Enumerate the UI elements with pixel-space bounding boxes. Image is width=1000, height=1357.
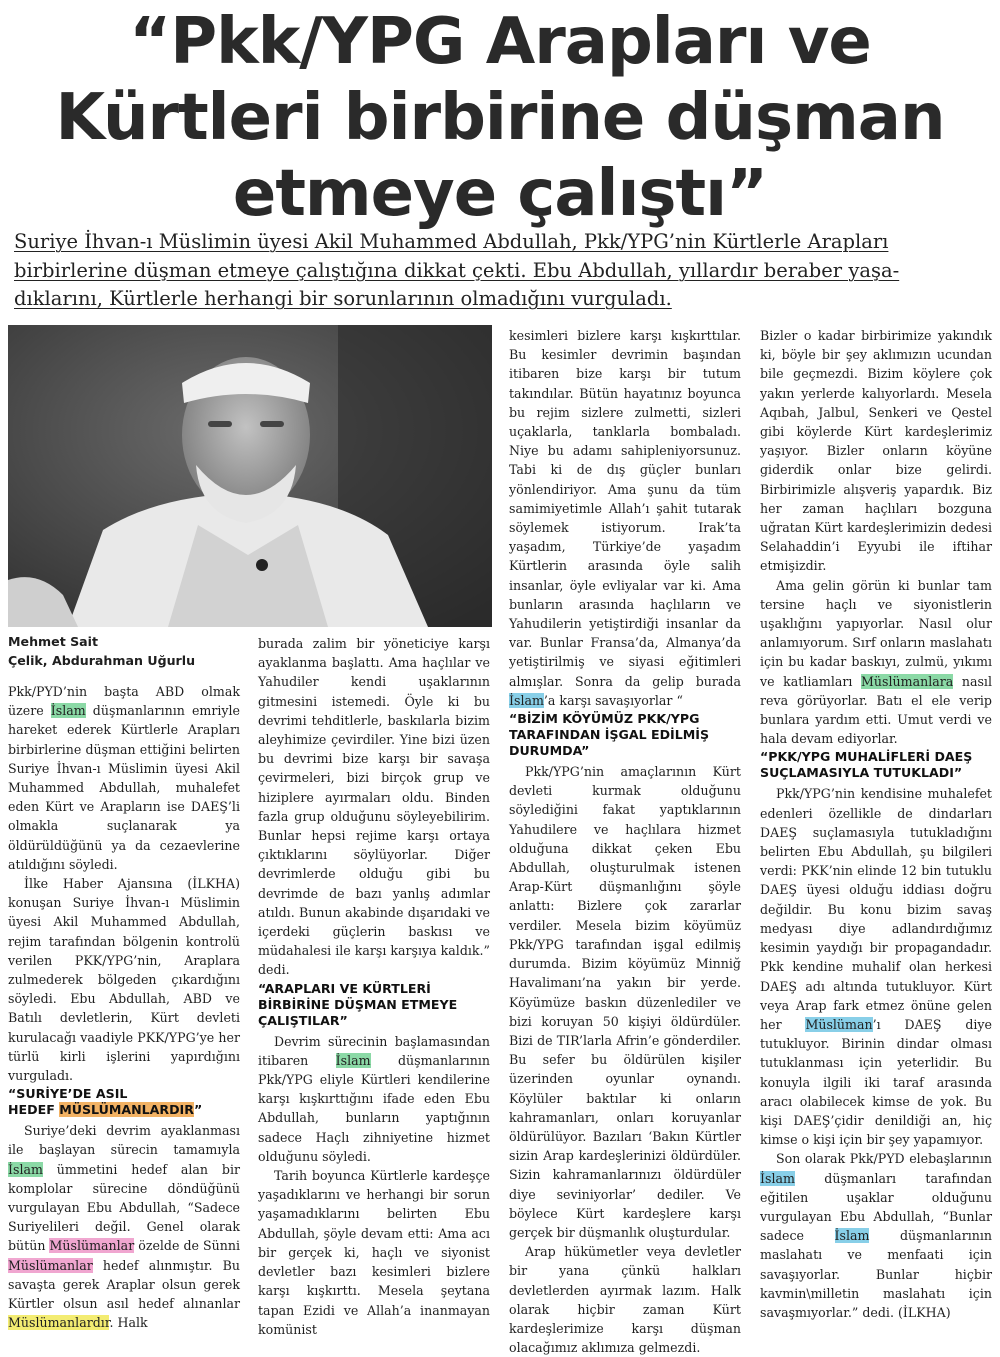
text: ” — [193, 1102, 203, 1118]
subheading-line: “SURİYE’DE ASIL — [8, 1086, 128, 1102]
subheading: “BİZİM KÖYÜMÜZ PKK/YPG TARAFINDAN İŞGAL EDİLMİŞ DURUMDA” — [509, 711, 710, 759]
text: ’ı DAEŞ diye tutukluyor. Birinin dindar olması tutuklanması için yeterlidir. Bu konuyla ilgili iki taraf arasında aracı olabilecek kimse de yok. Bu kişi DAEŞ’çidir denildiği an, hiç kimse o kişi için bir şey yapamıyor. — [760, 1016, 992, 1148]
subheading: “ARAPLARI VE KÜRTLERİ BİRBİRİNE DÜŞMAN ETMEYE ÇALIŞTILAR” — [258, 980, 458, 1028]
subheading-line — [8, 1102, 240, 1118]
paragraph — [8, 1121, 240, 1332]
column-2 — [258, 634, 490, 1339]
paragraph — [258, 1032, 490, 1166]
headline — [0, 4, 1000, 232]
headline-line-1: “Pkk/YPG Arapları ve — [129, 5, 871, 79]
text: Devrim sürecinin başlamasından itibaren — [258, 1033, 490, 1068]
paragraph — [8, 682, 240, 874]
text: nasıl reva görüyorlar. Batı el ele verip bunlara yardım etti. Umut verdi ve hala devam ediyorlar. — [760, 673, 992, 747]
byline-line-2: Çelik, Abdurahman Uğurlu — [8, 653, 196, 668]
highlighted-word: Müslümanlara — [861, 673, 954, 689]
text: ümmetini hedef alan bir komplolar sürecine döndüğünü vurgulayan Ebu Abdullah, “Sadece Suriyelileri değil. Genel olarak bütün — [8, 1161, 240, 1254]
highlighted-word: Müslümanlar — [8, 1257, 93, 1273]
text: düşmanları tarafından eğitilen uşaklar olduğunu vurgulayan Ebu Abdullah, “Bunlar sadece — [760, 1170, 992, 1244]
highlighted-word: İslam — [50, 703, 86, 719]
text: düşmanlarının maslahatı ve menfaati için savaşıyorlar. Bunlar hiçbir kavmin\milletin maslahatı için savaşmıyorlar.” dedi. (İLKHA) — [760, 1228, 992, 1320]
headline-line-3: etmeye çalıştı” — [232, 157, 768, 231]
paragraph — [760, 784, 992, 1149]
byline-line-1: Mehmet Sait — [8, 634, 99, 649]
lead-line-2: birbirlerine düşman etmeye çalıştığına dikkat çekti. Ebu Abdullah, yıllardır beraber yaşa- — [14, 258, 900, 282]
portrait-image — [8, 325, 492, 627]
text: HEDEF — [8, 1102, 60, 1118]
highlighted-word: Müslümanlar — [49, 1238, 135, 1254]
paragraph: İlke Haber Ajansına (İLKHA) konuşan Suriye İhvan-ı Müslimin üyesi Akil Muhammed Abdullah, rejim tarafından bölgenin kontrolü verilen PKK/YPG’nin, Araplara zulmederek bölgeden çıkardığını söyledi. Ebu Abdullah, ABD ve Batılı devletlerin, Kürt devleti kurulacağı vaadiyle PKK/YPG’ye her türlü kirli işlerini yapırdığını vurguladı. — [8, 876, 240, 1084]
text: özelde de Sünni — [134, 1238, 240, 1254]
highlighted-word: İslam — [834, 1228, 870, 1244]
lead-paragraph — [14, 228, 990, 314]
paragraph: Pkk/YPG’nin amaçlarının Kürt devleti kurmak olduğunu söylediğini fakat yaptıklarının Yahudilere ve haçlılara hizmet olduğuna dikkat çeken Ebu Abdullah, oluşturulmak istenen Arap-Kürt düşmanlığını şöyle anlattı: Bizlere çok zararlar verdiler. Mesela bizim köyümüz Pkk/YPG tarafından işgal edilmiş durumda. Bizim köyümüz Minniğ Havalimanı’na yakın bir yerde. Köyümüze baskın düzenlediler ve bizi koruyan 50 kişiyi öldürdüler. Bizi de TIR’larla Afrin’e gönderdiler. Bu sefer bu öldürülen kişiler üzerinden oyunlar oynandı. Köylüler baktılar ki onların kahramanları, onları koruyanlar öldürülüyor. Bazıları ‘Bakın Kürtler sizin Arap kardeşlerinizi öldürdüler. Sizin kahramanlarınızı öldürdüler diye seviniyorlar’ dediler. Ve böylece Kürt kardeşlere karşı gerçek bir düşmanlık oluşturdular. — [509, 764, 741, 1240]
byline — [8, 632, 240, 670]
subheading: “PKK/YPG MUHALİFLERİ DAEŞ SUÇLAMASIYLA TUTUKLADI” — [760, 749, 973, 781]
paragraph: Arap hükümetler veya devletler bir yana çünkü halkları devletlerden ayırmak lazım. Halk olarak hiçbir zaman Kürt kardeşlerimize karşı düşman olacağımız aklımıza gelmezdi. — [509, 1244, 741, 1356]
paragraph: Bizler o kadar birbirimize yakındık ki, böyle bir şey aklımızın ucundan bile geçmezdi. Bizim köylere çok yakın yerlerde kalıyorlardı. Mesela Aqıbah, Jalbul, Senkeri ve Qestel gibi köylerde Kürt kardeşlerimiz yaşıyor. Bizler onların köyüne giderdik onlar bize gelirdi. Birbirimizle alışveriş yapardık. Biz her zaman haçlıları bozguna uğratan Kürt kardeşlerimizin dedesi Selahaddin’i Eyyubi ile iftihar etmişizdir. — [760, 328, 992, 574]
column-4 — [760, 326, 992, 1322]
lead-line-3: dıklarını, Kürtlerle herhangi bir sorunlarının olmadığını vurguladı. — [14, 287, 672, 310]
text: Pkk/PYD’nin başta ABD olmak üzere — [8, 684, 240, 719]
text: düşmanlarının Pkk/YPG eliyle Kürtleri kendilerine karşı kışkırttığını ifade eden Ebu Abdullah, bunların yaptığının sadece Haçlı zihniyetine hizmet olduğunu söyledi. — [258, 1052, 490, 1164]
highlighted-word: İslam — [335, 1052, 371, 1068]
paragraph — [760, 1149, 992, 1322]
text: düşmanlarının emriyle hareket ederek Kürtlerle Arapları birbirlerine düşman ettiğini belirten Suriye İhvan-ı Müslimin üyesi Akil Muhammed Abdullah, muhalefet eden Kürt ve Arapların ise DAEŞ’li olmakla suçlanarak ya öldürüldüğünü ya da cezaevlerine atıldığını söyledi. — [8, 703, 240, 872]
highlighted-word: İslam — [509, 692, 544, 708]
highlighted-word: Müslüman — [805, 1016, 873, 1032]
text: Pkk/YPG’nin kendisine muhalefet edenleri özellikle de dindarları DAEŞ suçlamasıyla tutukladığını belirten Ebu Abdullah, şu bilgileri verdi: PKK’nin elinde 12 bin tutuklu DAEŞ üyesi olduğu iddiası doğru değildir. Bu konu bizim savaş medyası diye adlandırdığımız kesimin yaydığı bir propagandadır. Pkk kendine muhalif olan herkesi DAEŞ adı altında tutukluyor. Kürt veya Arap fark etmez önüne gelen her — [760, 786, 992, 1032]
headline-line-2: Kürtleri birbirine düşman — [55, 81, 945, 155]
text: Ama gelin görün ki bunlar tam tersine haçlı ve siyonistlerin uşaklığını yapıyorlar. Nasıl olur anlamıyorum. Sırf onların maslahatı için bu kadar baskıyı, zulmü, yıkımı ve katliamları — [760, 577, 992, 689]
paragraph: burada zalim bir yöneticiye karşı ayaklanma başlattı. Ama haçlılar ve Yahudiler kendi uşaklarının gitmesini istemedi. Öyle ki bu devrimi tehditlerle, baskılarla bizim aleyhimize çevirdiler. Yine bizi üzen bu devrimi bize karşı bir savaşa çevirmeleri, bizi birçok grup ve hiziplere ayırmaları oldu. Binden fazla grup olduğunu söyleyebilirim. Bunlar hepsi rejime karşı ortaya çıktıklarını söylüyorlar. Diğer devrimlerde olduğu gibi bu devrimde de bazı yanlış adımlar atıldı. Bunun akabinde dışarıdaki ve içerdeki güçlerin baskısı ve müdahalesi ile karşı karşıya kaldık.” dedi. — [258, 636, 490, 978]
text: kesimleri bizlere karşı kışkırttılar. Bu kesimler devrimin başından itibaren bize karşı bir tutum takındılar. Bütün hayatınız boyunca bu rejim sizlere zulmetti, sizleri uçaklarla, tanklarla bombaladı. Niye bu adamı sahipleniyorsunuz. Tabi ki de dış güçler bunları yönlendiriyor. Ama şunu da tüm samimiyetimle Allah’ı şahit tutarak söylemek istiyorum. Irak’ta yaşadım, Türkiye’de yaşadım Kürtlerin arasında öyle salih insanlar, öyle evliyalar var ki. Ama bunların arasında haçlıların ve Yahudilerin yetiştirdiği insanlar da var. Bunlar Fransa’da, Almanya’da yetiştirilmiş ve siyasi eğitimleri almışlar. Sonra da gelip burada — [509, 328, 741, 689]
text: . Halk — [109, 1315, 148, 1331]
paragraph — [509, 326, 741, 710]
column-1 — [8, 632, 240, 1333]
paragraph: Tarih boyunca Kürtlerle kardeşçe yaşadıklarını ve herhangi bir sorun yaşamadıklarını belirten Ebu Abdullah, şöyle devam etti: Ama acı bir gerçek ki, haçlı ve siyonist devletler bazı kesimleri bizlere karşı kışkırttı. Mesela şeytana tapan Ezidi ve Allah’a inanmayan komünist — [258, 1168, 490, 1337]
text: Suriye’deki devrim ayaklanması ile başlayan sürecin tamamıyla — [8, 1123, 240, 1158]
text: hedef alınmıştır. Bu savaşta gerek Araplar olsun gerek Kürtler olsun asıl hedef alınanlar — [8, 1257, 240, 1312]
portrait-photo — [8, 325, 492, 627]
highlighted-word: İslam — [760, 1170, 795, 1186]
lead-line-1: Suriye İhvan-ı Müslimin üyesi Akil Muhammed Abdullah, Pkk/YPG’nin Kürtlerle Arapları — [14, 230, 889, 253]
highlighted-word: İslam — [8, 1161, 43, 1177]
column-3 — [509, 326, 741, 1357]
text: ’a karşı savaşıyorlar “ — [543, 692, 683, 708]
highlighted-word: Müslümanlardır — [8, 1315, 110, 1331]
subheading — [8, 1086, 240, 1118]
paragraph — [760, 576, 992, 749]
highlighted-word: MÜSLÜMANLARDIR — [59, 1102, 194, 1118]
text: Son olarak Pkk/PYD elebaşlarının — [776, 1151, 992, 1167]
